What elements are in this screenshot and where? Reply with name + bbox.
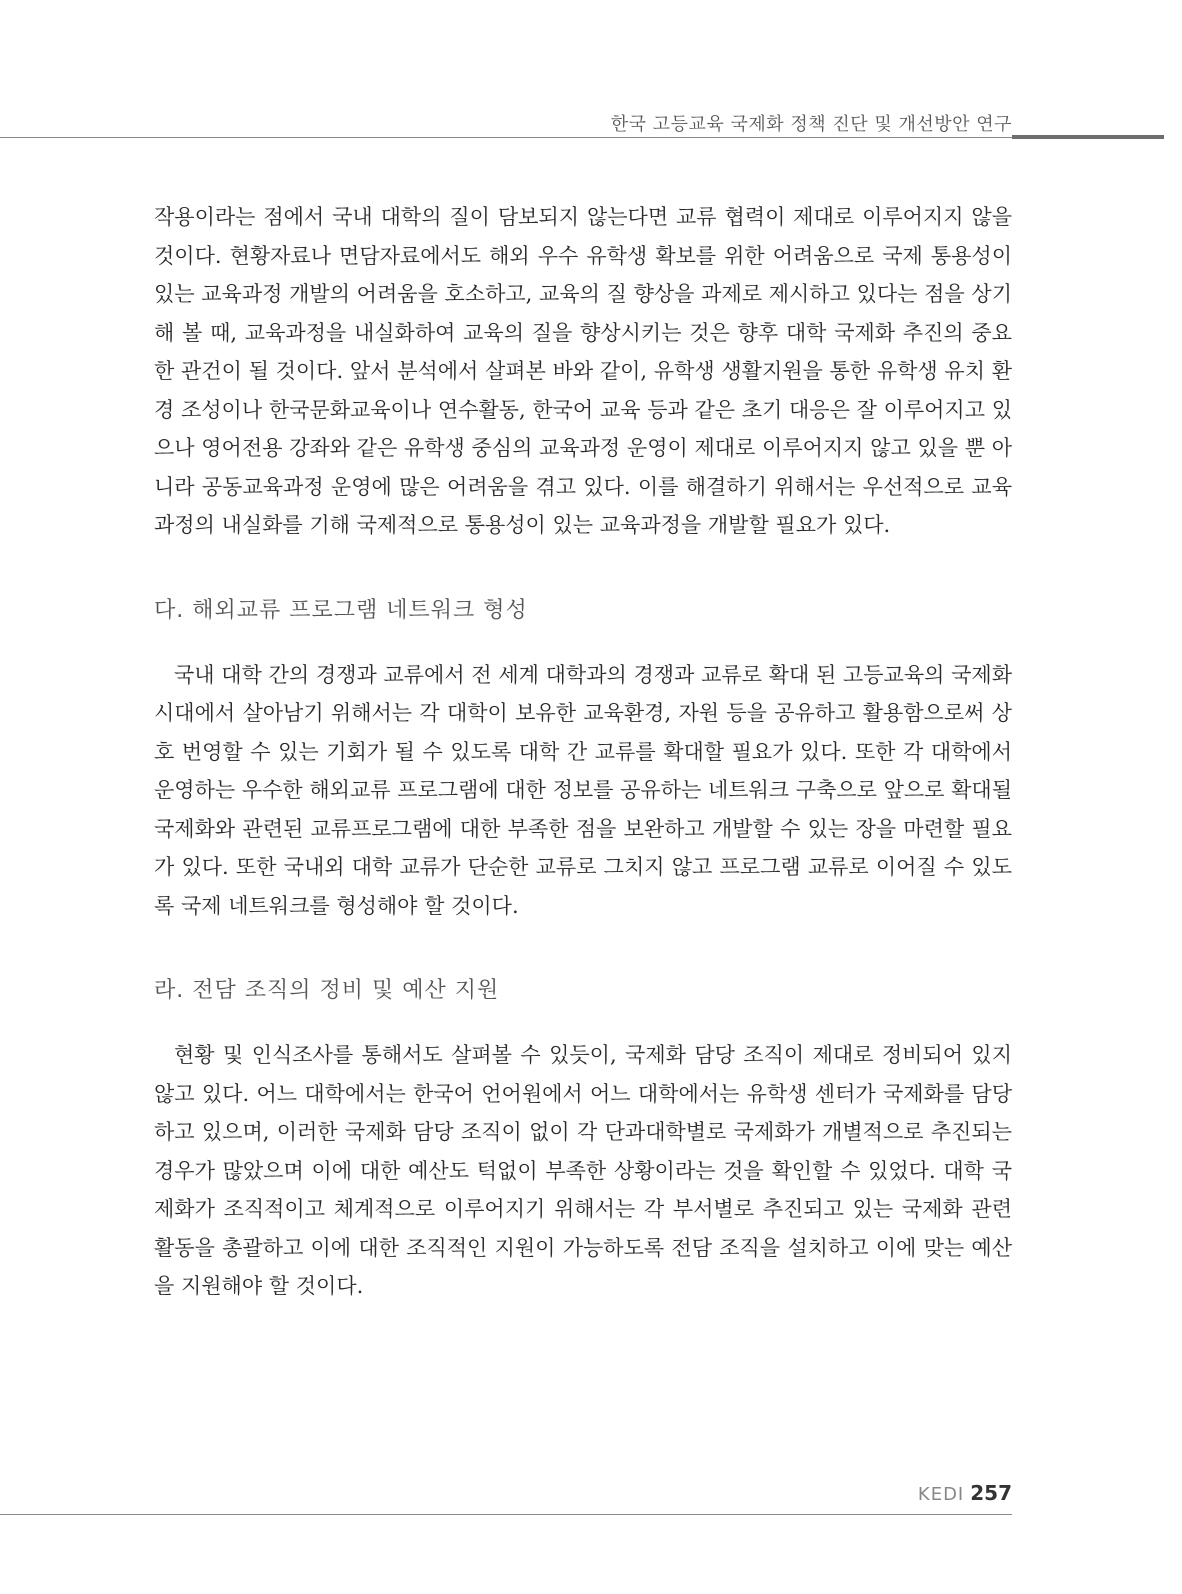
footer-rule — [0, 1514, 1012, 1515]
body-paragraph-1: 작용이라는 점에서 국내 대학의 질이 담보되지 않는다면 교류 협력이 제대로 이루어지지 않을 것이다. 현황자료나 면담자료에서도 해외 우수 유학생 확보를 위한 어려움으로 국제 통용성이 있는 교육과정 개발의 어려움을 호소하고, 교육의 질 향상을 과제로 제시하고 있다는 점을 상기해 볼 때, 교육과정을 내실화하여 교육의 질을 향상시키는 것은 향후 대학 국제화 추진의 중요한 관건이 될 것이다. 앞서 분석에서 살펴본 바와 같이, 유학생 생활지원을 통한 유학생 유치 환경 조성이나 한국문화교육이나 연수활동, 한국어 교육 등과 같은 초기 대응은 잘 이루어지고 있으나 영어전용 강좌와 같은 유학생 중심의 교육과정 운영이 제대로 이루어지지 않고 있을 뿐 아니라 공동교육과정 운영에 많은 어려움을 겪고 있다. 이를 해결하기 위해서는 우선적으로 교육과정의 내실화를 기해 국제적으로 통용성이 있는 교육과정을 개발할 필요가 있다. — [154, 205, 1012, 537]
body-paragraph-3: 현황 및 인식조사를 통해서도 살펴볼 수 있듯이, 국제화 담당 조직이 제대로 정비되어 있지 않고 있다. 어느 대학에서는 한국어 언어원에서 어느 대학에서는 유학생 센터가 국제화를 담당하고 있으며, 이러한 국제화 담당 조직이 없이 각 단과대학별로 국제화가 개별적으로 추진되는 경우가 많았으며 이에 대한 예산도 턱없이 부족한 상황이라는 것을 확인할 수 있었다. 대학 국제화가 조직적이고 체계적으로 이루어지기 위해서는 각 부서별로 추진되고 있는 국제화 관련 활동을 총괄하고 이에 대한 조직적인 지원이 가능하도록 전담 조직을 설치하고 이에 맞는 예산을 지원해야 할 것이다. — [154, 1043, 1012, 1298]
page-body — [154, 198, 1012, 1306]
section-heading-organization: 라. 전담 조직의 정비 및 예산 지원 — [154, 978, 500, 1003]
page-footer — [0, 1481, 1012, 1505]
section-heading-network: 다. 해외교류 프로그램 네트워크 형성 — [154, 597, 528, 623]
header-rule-accent — [1012, 135, 1164, 139]
running-header: 한국 고등교육 국제화 정책 진단 및 개선방안 연구 — [610, 114, 1012, 135]
header-rule — [0, 137, 1012, 138]
page-number: 257 — [970, 1481, 1012, 1505]
footer-org-label: KEDI — [917, 1484, 965, 1505]
body-paragraph-2: 국내 대학 간의 경쟁과 교류에서 전 세계 대학과의 경쟁과 교류로 확대 된 고등교육의 국제화 시대에서 살아남기 위해서는 각 대학이 보유한 교육환경, 자원 등을 공유하고 활용함으로써 상호 번영할 수 있는 기회가 될 수 있도록 대학 간 교류를 확대할 필요가 있다. 또한 각 대학에서 운영하는 우수한 해외교류 프로그램에 대한 정보를 공유하는 네트워크 구축으로 앞으로 확대될 국제화와 관련된 교류프로그램에 대한 부족한 점을 보완하고 개발할 수 있는 장을 마련할 필요가 있다. 또한 국내외 대학 교류가 단순한 교류로 그치지 않고 프로그램 교류로 이어질 수 있도록 국제 네트워크를 형성해야 할 것이다. — [154, 662, 1012, 918]
